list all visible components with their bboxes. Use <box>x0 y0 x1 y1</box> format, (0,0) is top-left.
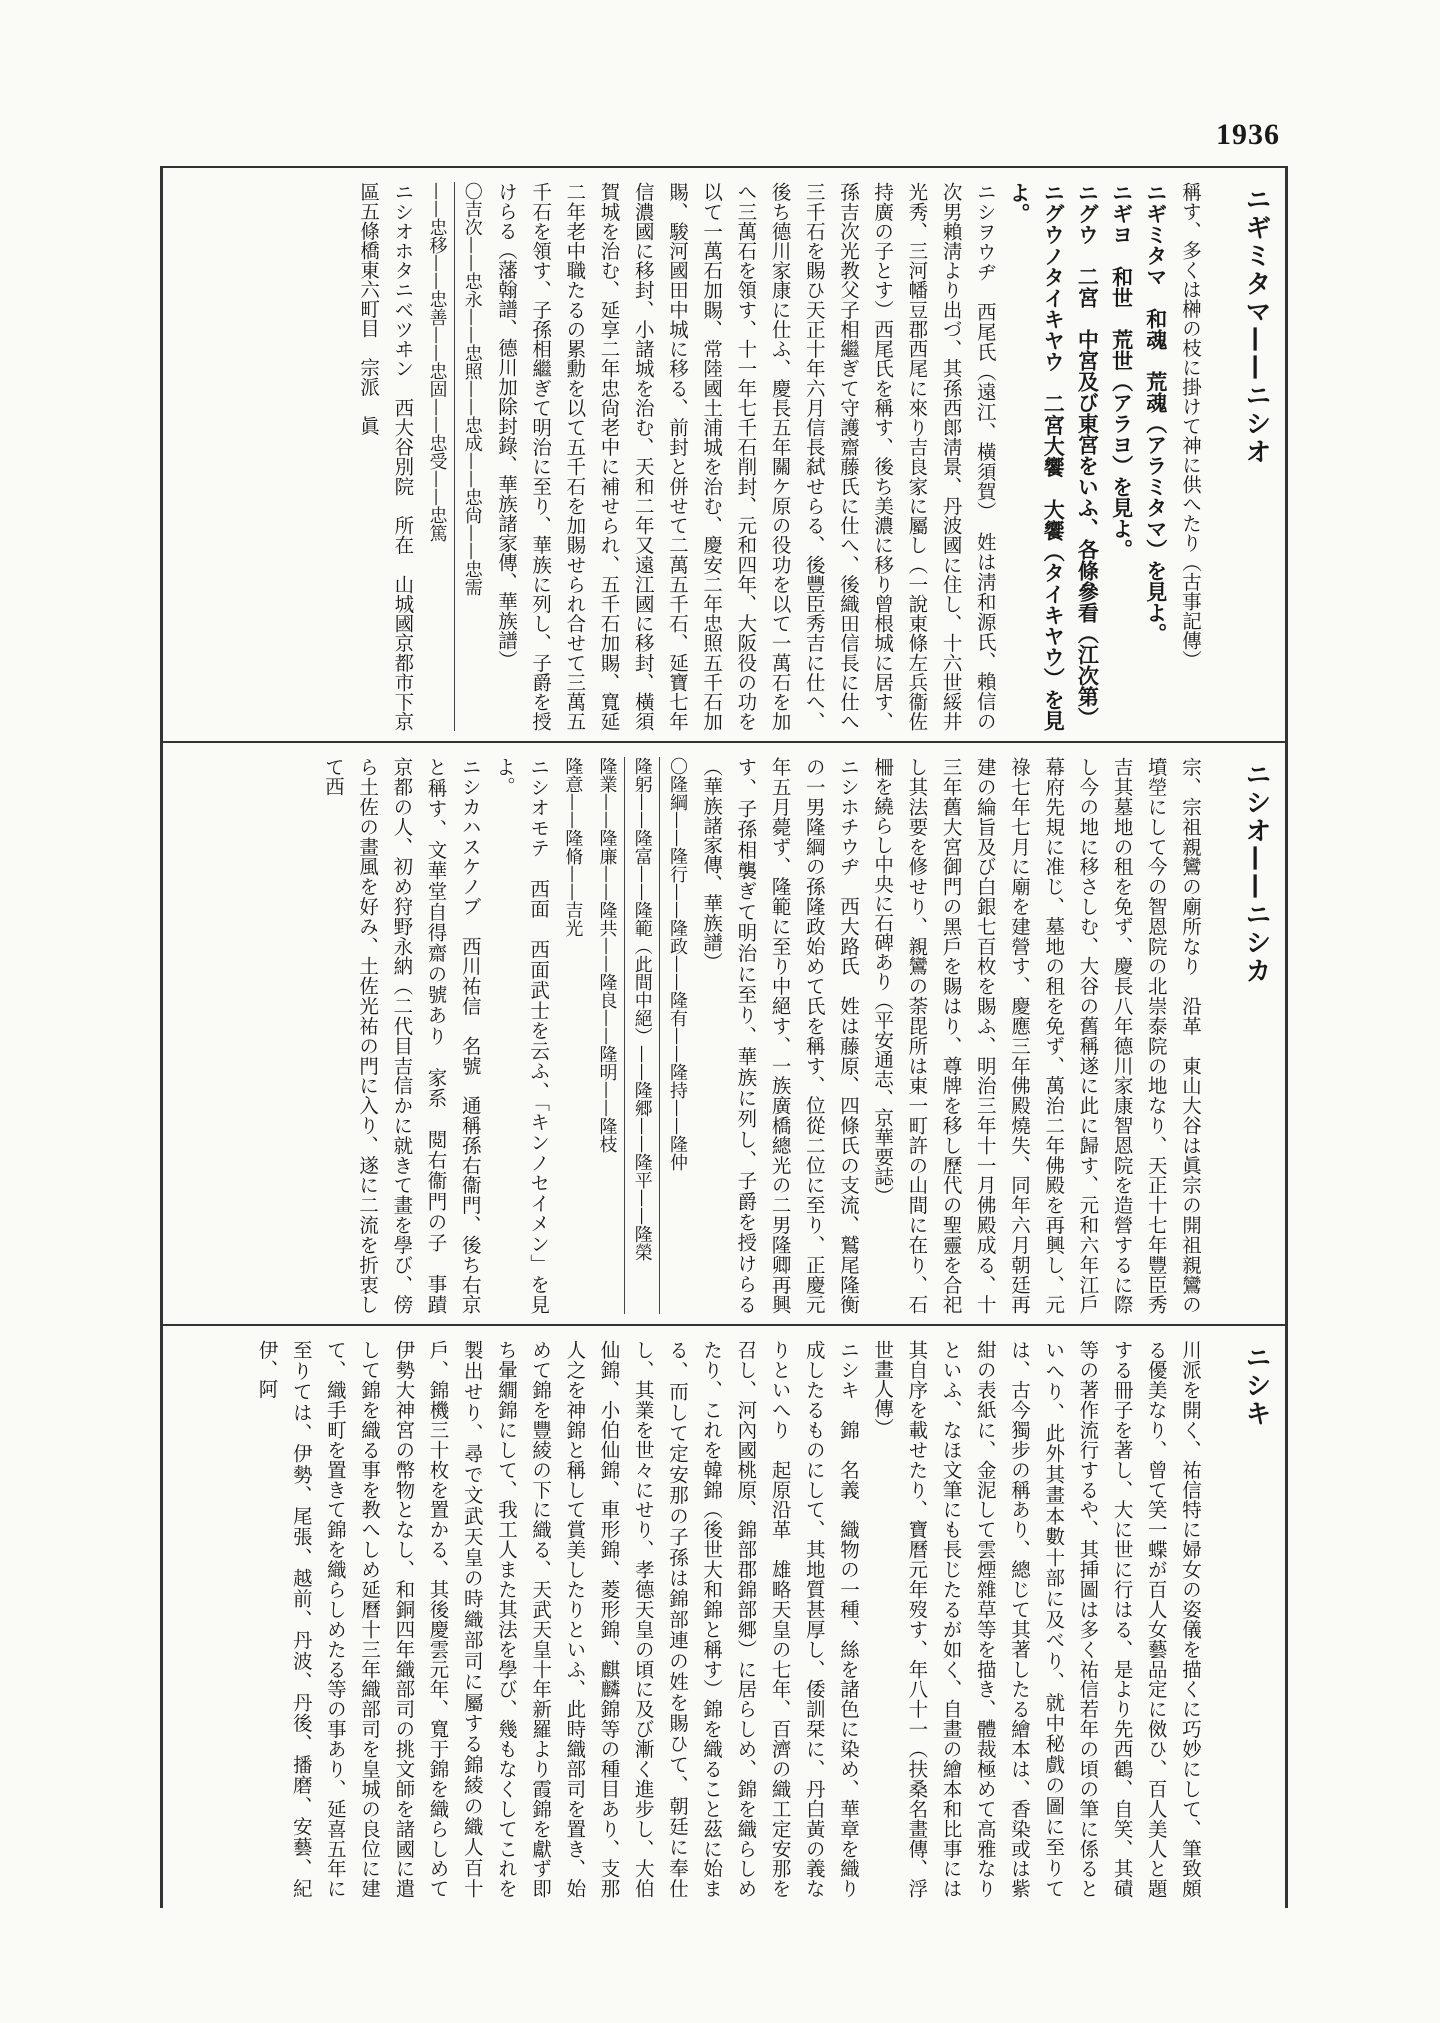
entry-text: ニシヲウヂ 西尾氏（遠江、橫須賀） 姓は淸和源氏、賴信の次男賴淸より出づ、其孫西郞淸景、丹波國に住し、十六世綏井光秀、三河幡豆郡西尾に來り吉良家に屬し（一說東條左兵衞佐持廣の子とす）西尾氏を稱す、後ち美濃に移り曾根城に居す、孫吉次光教父子相繼ぎて守護齋藤氏に仕へ、後織田信長に仕へ三千石を賜ひ天正十年六月信長弑せらる、後豐臣秀吉に仕へ、後ち德川家康に仕ふ、慶長五年關ケ原の役功を以て一萬石を加へ三萬石を領す、十一年七千石削封、元和四年、大阪役の功を以て一萬石加賜、常陸國土浦城を治む、慶安二年忠照五千石加賜、駿河國田中城に移る、前封と併せて二萬五千石、延寶七年信濃國に移封、小諸城を治む、天和二年又遠江國に移封、橫須賀城を治む、延享二年忠尙老中に補せられ、五千石加賜、寬延二年老中職たるの累勳を以て五千石を加賜せられ合せて三萬五千石を領す、子孫相繼ぎて明治に至り、華族に列し、子爵を授けらる（藩翰譜、德川加除封錄、華族諸家傳、華族譜） <box>494 182 997 731</box>
lower-band <box>163 1326 1285 1908</box>
running-head-guide: ニシキ <box>1241 1344 1271 1428</box>
middle-band <box>163 743 1285 1334</box>
running-head-guide: ニギミタマ——ニシオ <box>1241 186 1271 466</box>
entry-columns <box>171 757 1207 1334</box>
entry-text: ニシホチウヂ 西大路氏 姓は藤原、四條氏の支流、鷲尾隆衡の一男隆綱の孫隆政始めて氏を稱す、位從二位に至り、正慶元年五月薨ず、隆範に至り中絕す、一族廣橋總光の二男隆卿再興す、子孫相襲ぎて明治に至り、華族に列し、子爵を授けらる（華族諸家傳、華族譜） <box>700 757 860 1315</box>
entry-text: 宗、宗祖親鸞の廟所なり 沿革 東山大谷は眞宗の開祖親鸞の墳塋にして今の智恩院の北崇泰院の地なり、天正十七年豐臣秀吉其墓地の租を免ず、慶長八年德川家康智恩院を造營するに際し今の地に移さしむ、大谷の舊稱遂に此に歸す、元和六年江戶幕府先規に准じ、墓地の租を免ず、萬治二年佛殿を再興し、元祿七年七月に廟を建營す、慶應三年佛殿燒失、同年六月朝廷再建の綸旨及び白銀七百枚を賜ふ、明治三年十一月佛殿成る、十三年舊大宮御門の黑戶を賜はり、尊牌を移し歷代の聖靈を合祀し其法要を修せり、親鸞の荼毘所は東一町許の山間に在り、石柵を繞らし中央に石碑あり（平安通志、京華要誌） <box>871 757 1202 1315</box>
entry-columns <box>171 1340 1207 1898</box>
entry-text: ニシオホタニベツヰン 西大谷別院 所在 山城國京都市下京區五條橋東六町目 宗派 眞 <box>357 182 415 731</box>
entry-text: ニシカハスケノブ 西川祐信 名號 通稱孫右衞門、後ち右京と稱す、文華堂自得齋の號あり 家系 閲右衞門の子 事蹟 京都の人、初め狩野永納（二代目吉信かに就きて畫を學び、傍ら土佐の畫風を好み、土佐光祐の門に入り、遂に二流を折衷して西 <box>321 757 482 1334</box>
entry-headword: ニギヨ 和世 荒世（アラヨ）を見よ。 <box>1109 182 1134 560</box>
running-head-guide: ニシオ——ニシカ <box>1241 761 1271 985</box>
entry-columns <box>171 182 1207 731</box>
entry-text: ニシキ 錦 名義 織物の一種、絲を諸色に染め、華章を織り成したるものにして、其地質甚厚し、倭訓栞に、丹白黃の義なりといへり 起原沿革 雄略天皇の七年、百濟の織工定安那を召し、河內國桃原、錦部郡錦部郷）に居らしめ、錦を織らしめたり、これを韓錦（後世大和錦と稱す）錦を織ること茲に始まる、而して定安那の子孫は錦部連の姓を賜ひて、朝廷に奉仕し、其業を世々にせり、孝德天皇の頃に及び漸く進步し、大伯仙錦、小伯仙錦、車形錦、菱形錦、麒麟錦等の種目あり、支那人之を神錦と稱して賞美したりといふ、此時織部司を置き、始めて錦を豐綾の下に織る、天武天皇十年新羅より霞錦を獻ず即ち暈繝錦にして、我工人また其法を學び、幾もなくしてこれを製出せり、尋で文武天皇の時織部司に屬する錦綾の織人百十戶、錦機三十枚を置かる、其後慶雲元年、寬于錦を織らしめて伊勢大神宮の幣物となし、和銅四年織部司の挑文師を諸國に遣して錦を織る事を教へしめ延曆十三年織部司を皇城の良位に建て、織手町を置きて錦を織らしめたる等の事あり、延喜五年に至りては、伊勢、尾張、越前、丹波、丹後、播磨、安藝、紀伊、阿 <box>255 1340 860 1899</box>
genealogy-line: 隆業——隆廉——隆共——隆良——隆明——隆枝 <box>589 757 624 1314</box>
genealogy-line: ——忠移——忠善——忠固——忠受——忠篤 <box>419 182 454 731</box>
genealogy-line: 隆躬——隆富——隆範（此間中絕）——隆郷——隆平——隆榮 <box>625 757 660 1314</box>
entry-text: ニシオモテ 西面 西面武士を云ふ、「キンノセイメン」を見よ。 <box>492 757 551 1314</box>
entry-headword: ニギミタマ 和魂 荒魂（アラミタマ）を見よ。 <box>1143 182 1168 644</box>
dictionary-page-frame <box>160 166 1288 1908</box>
entry-text: 稱す、多くは榊の枝に掛けて神に供へたり（古事記傳） <box>1179 182 1202 670</box>
entry-headword: ニグウ 二宮 中宮及び東宮をいふ、各條參看（江次第） <box>1075 182 1100 728</box>
genealogy-line: 〇吉次——忠永——忠照——忠成——忠尙——忠需 <box>461 182 483 596</box>
genealogy-line: 〇隆綱——隆行——隆政——隆有——隆持——隆仲 <box>666 757 688 1171</box>
upper-band <box>163 168 1285 743</box>
genealogy-line: 隆意——隆脩——吉光 <box>562 757 584 937</box>
page-number: 1936 <box>1216 118 1280 151</box>
entry-headword: ニグウノタイキヤウ 二宮大饗 大饗（タイキヤウ）を見よ。 <box>1006 182 1066 731</box>
entry-text: 川派を開く、祐信特に婦女の姿儀を描くに巧妙にして、筆致頗る優美なり、曾て笑一蝶が百人女藝品定に傚ひ、百人美人と題する冊子を著し、大に世に行はる、是より先西鶴、自笑、其磧等の著作流行するや、其挿圖は多く祐信若年の頃の筆に係るといへり、此外其畫本數十部に及べり、就中秘戲の圖に至りては、古今獨步の稱あり、總じて其著したる繪本は、香染或は紫紺の表紙に、金泥して雲煙雜草等を描き、體裁極めて高雅なりといふ、なほ文筆にも長じたるが如く、自畫の繪本和比事には其自序を載せたり、寶曆元年歿す、年八十一（扶桑名畫傳、浮世畫人傳） <box>871 1340 1202 1899</box>
